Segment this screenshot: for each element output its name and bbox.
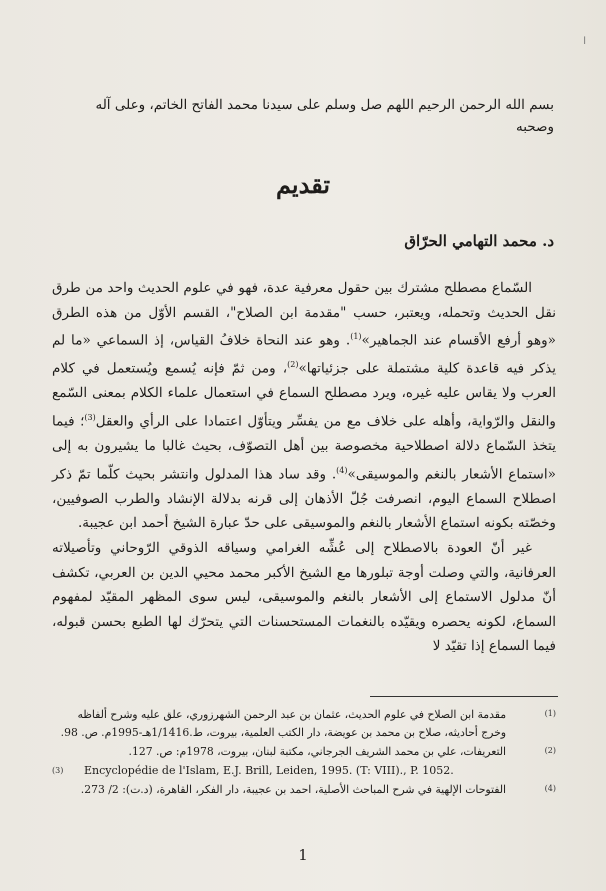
body-text [52, 276, 556, 659]
footnote-text: الفتوحات الإلهية في شرح المباحث الأصلية، احمد بن عجيبة، دار الفكر، القاهرة، (د.ت): 2/ 273. [80, 783, 506, 796]
footnote-number: (2) [544, 746, 556, 755]
section-title: تقديم [275, 170, 331, 199]
paragraph-text: . وقد ساد هذا المدلول وانتشر بحيث كلّما تمّ ذكر اصطلاح السماع اليوم، انصرفت جُلّ الأذهان إلى قرنه بدلالة الإنشاد والطرب الصوفيين، وخصّته بكونه استماع الأشعار بالنغم والموسيقى على حدّ عبارة الشيخ أحمد ابن عجيبة. [52, 466, 556, 532]
paragraph-text: ؛ فيما يتخذ السّماع دلالة اصطلاحية مخصوصة بين أهل التصوّف، بحيث غالبا ما يشيرون به إلى «استماع الأشعار بالنغم والموسيقى» [52, 413, 556, 483]
footnote-text: Encyclopédie de l'Islam, E.J. Brill, Leiden, 1995. (T: VIII)., P. 1052. [84, 764, 454, 777]
footnote-text: مقدمة ابن الصلاح في علوم الحديث، عثمان بن عبد الرحمن الشهرزوري، علق عليه وشرح ألفاظه وخرج أحاديثه، صلاح بن محمد بن عويضة، دار الكتب العلمية، بيروت، ط.1/1416هـ-1995م. ص. 98. [60, 708, 506, 739]
basmala-line: بسم الله الرحمن الرحيم اللهم صل وسلم على سيدنا محمد الفاتح الخاتم، وعلى آله وصحبه [95, 97, 554, 135]
author-name: د. محمد التهامي الحرّاق [404, 232, 554, 250]
footnote [52, 743, 556, 761]
paragraph-text: غير أنّ العودة بالاصطلاح إلى عُشِّه الغرامي وسياقه الذوقي الرّوحاني وتأصيلاته العرفانية، والتي وصلت أوجة تبلورها مع الشيخ الأكبر محمد محيي الدين بن العربي، تكشف أنّ مدلول الاستماع إلى الأشعار بالنغم والموسيقى، ليس سوى المظهر المقيّد لمفهوم السماع، لكونه يحصره ويقيّده بالنغمات المستحسنات التي يتحرّك لها الطبع بحسن قبوله، فيما السماع إذا تقيّد لا [52, 540, 556, 655]
footnotes [52, 706, 556, 800]
footnote-number: (4) [544, 784, 556, 793]
edge-mark: ا [583, 36, 586, 47]
footnote [52, 781, 556, 799]
page-number: 1 [298, 846, 308, 864]
footnote-text: التعريفات، علي بن محمد الشريف الجرجاني، مكتبة لبنان، بيروت، 1978م: ص. 127. [128, 745, 506, 758]
paragraph-text: السّماع مصطلح مشترك بين حقول معرفية عدة، فهو في علوم الحديث واحد من طرق نقل الحديث وتحمله، ويعتبر، حسب "مقدمة ابن الصلاح"، القسم الأوّل من هذه الطرق «وهو أرفع الأقسام عند الجماهير» [52, 280, 556, 349]
body-paragraph [52, 536, 556, 659]
footnote-separator [370, 696, 558, 697]
footnote-number: (3) [52, 766, 64, 775]
footnote-ref: (1) [350, 332, 362, 342]
body-paragraph [52, 276, 556, 536]
footnote-ref: (3) [84, 413, 96, 423]
footnote-ref: (2) [287, 360, 299, 370]
paragraph-text: ، ومن ثمّ فإنه يُسمع ويُستعمل في كلام العرب ولا يقاس عليه غيره، ويرد مصطلح السماع في استعمال علماء الكلام بمعنى السّمع والنقل والرّواية، وأهله على خلاف مع من يفسِّر ويتأوّل اعتمادا على الرأي والعقل [52, 360, 556, 430]
footnote [52, 762, 556, 780]
footnote-number: (1) [544, 709, 556, 718]
paragraph-text: . وهو عند النحاة خلافُ القياس، إذ السماعي «ما لم يذكر فيه قاعدة كلية مشتملة على جزئياتها» [52, 332, 556, 377]
footnote [52, 706, 556, 742]
footnote-ref: (4) [336, 465, 348, 475]
